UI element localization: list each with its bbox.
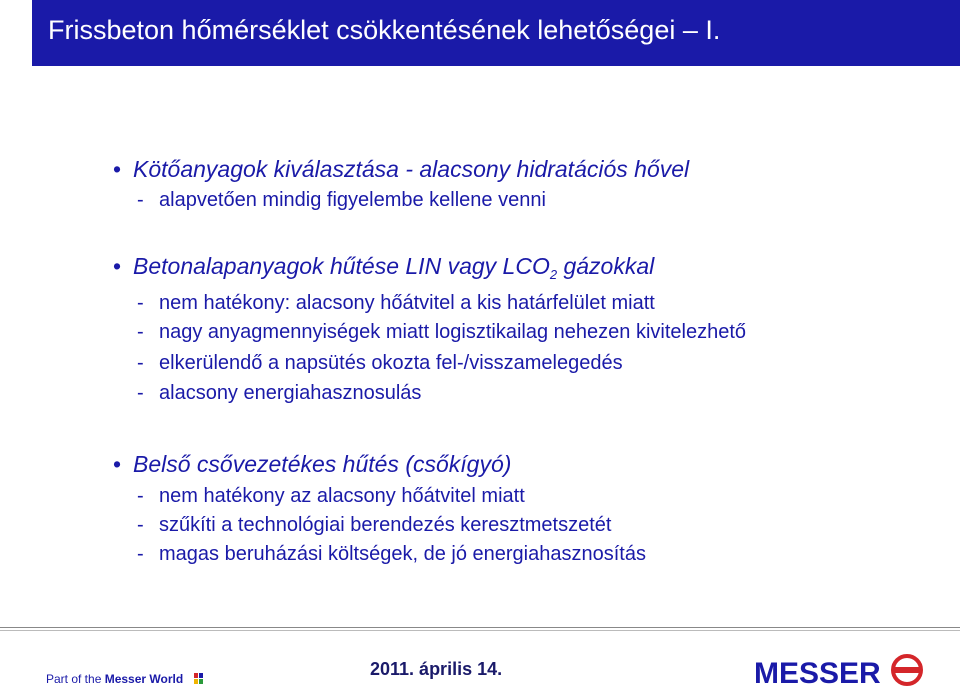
- subscript: 2: [549, 267, 558, 282]
- dash: -: [137, 514, 144, 536]
- bullet-icon: •: [113, 156, 122, 182]
- list-item: [137, 514, 611, 537]
- dash: -: [137, 321, 144, 343]
- list-item-text: nagy anyagmennyiségek miatt logisztikailag nehezen kivitelezhető: [159, 321, 747, 343]
- list-item: [137, 292, 655, 315]
- list-item-text: nem hatékony: alacsony hőátvitel a kis határfelület miatt: [159, 292, 655, 314]
- list-item-text: alapvetően mindig figyelembe kellene venni: [159, 189, 546, 211]
- footer-tagline: [46, 672, 183, 686]
- tagline-prefix: Part of the: [46, 672, 105, 686]
- messer-logo-text: MESSER: [754, 657, 881, 690]
- list-item: [137, 543, 646, 566]
- slide-title: Frissbeton hőmérséklet csökkentésének lehetőségei – I.: [48, 15, 721, 45]
- dash: -: [137, 485, 144, 507]
- dash: -: [137, 292, 144, 314]
- list-item: [137, 189, 546, 212]
- tagline-brand: Messer World: [104, 672, 184, 686]
- section-heading-text: Kötőanyagok kiválasztása - alacsony hidratációs hővel: [133, 156, 690, 182]
- footer-divider: [0, 627, 960, 628]
- list-item: [137, 321, 746, 344]
- section-heading-text: [133, 253, 654, 282]
- list-item-text: elkerülendő a napsütés okozta fel-/visszamelegedés: [159, 352, 623, 374]
- dash: -: [137, 543, 144, 565]
- list-item-text: nem hatékony az alacsony hőátvitel miatt: [159, 485, 525, 507]
- list-item: [137, 382, 421, 405]
- list-item: [137, 485, 525, 508]
- bullet-icon: •: [113, 253, 122, 279]
- list-item-text: szűkíti a technológiai berendezés keresztmetszetét: [159, 514, 612, 536]
- heading-part: gázokkal: [557, 253, 655, 279]
- heading-part: Betonalapanyagok hűtése LIN vagy LCO: [133, 253, 550, 279]
- dash: -: [137, 382, 144, 404]
- messer-world-flag-icon: [194, 673, 204, 685]
- dash: -: [137, 189, 144, 211]
- bullet-icon: •: [113, 451, 122, 477]
- list-item-text: magas beruházási költségek, de jó energiahasznosítás: [159, 543, 646, 565]
- footer-divider: [0, 630, 960, 631]
- dash: -: [137, 352, 144, 374]
- messer-logo-icon: [889, 652, 925, 688]
- list-item: [137, 352, 623, 375]
- list-item-text: alacsony energiahasznosulás: [159, 382, 422, 404]
- footer-date: 2011. április 14.: [370, 659, 503, 679]
- section-heading-text: Belső csővezetékes hűtés (csőkígyó): [133, 451, 512, 477]
